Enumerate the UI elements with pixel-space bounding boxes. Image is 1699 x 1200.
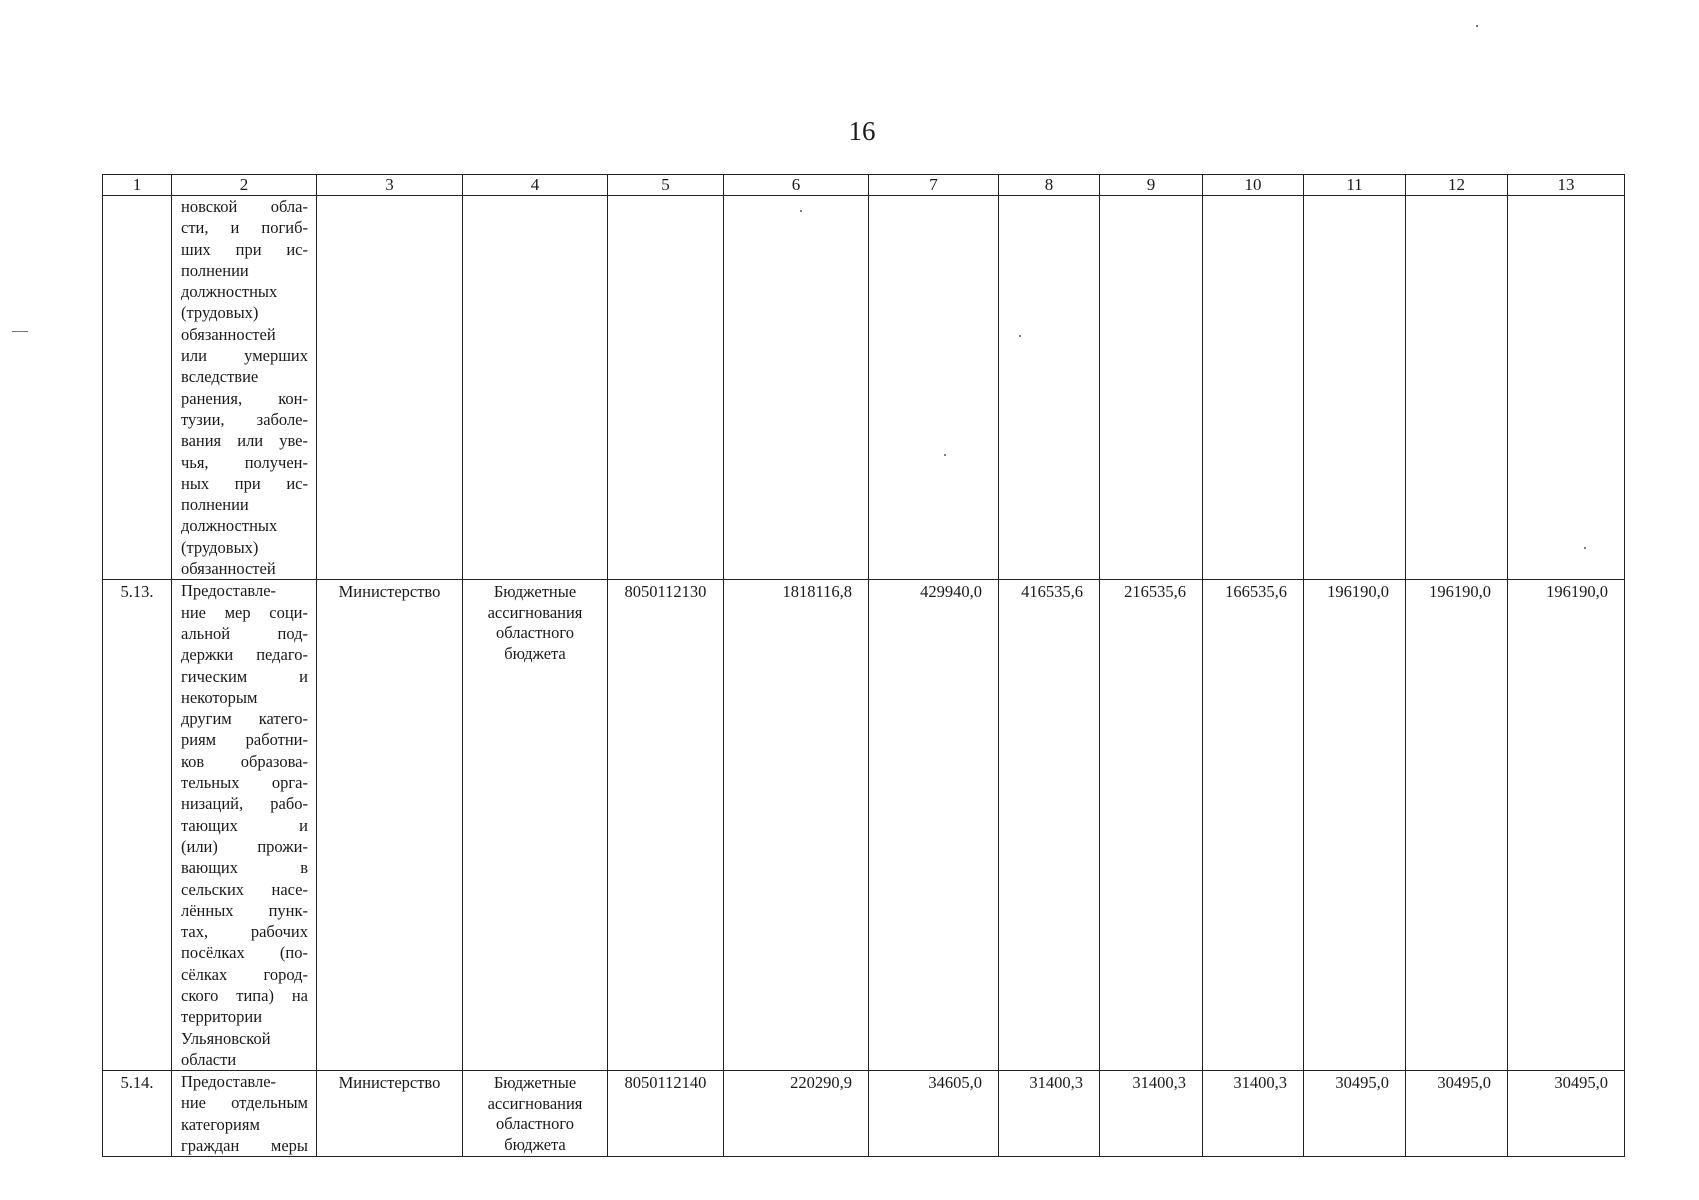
scan-speck (1476, 25, 1478, 27)
column-number: 2 (172, 175, 317, 196)
amount-year: 30495,0 (1304, 1071, 1406, 1157)
name-line: чья, получен- (181, 452, 308, 472)
name-line: ных при ис- (181, 473, 308, 493)
name-line: области (181, 1049, 237, 1069)
funding-source-line: областного (495, 623, 574, 643)
funding-source-line: ассигнования (487, 1093, 583, 1113)
amount-year: 196190,0 (1508, 580, 1625, 1071)
column-number: 5 (608, 175, 724, 196)
amount-year: 31400,3 (999, 1071, 1100, 1157)
column-number: 6 (724, 175, 869, 196)
name-line: ков образова- (181, 751, 308, 771)
name-line: некоторым (181, 687, 258, 707)
column-number-row (103, 175, 1625, 196)
funding-source-cell (463, 580, 608, 1071)
amount-year: 30495,0 (1406, 1071, 1508, 1157)
column-number: 9 (1100, 175, 1203, 196)
name-line: низаций, рабо- (181, 794, 308, 814)
name-line: вследствие (181, 367, 259, 387)
funding-source-cell (463, 196, 608, 580)
funding-source-line: Бюджетные (493, 582, 577, 602)
margin-mark (12, 331, 28, 332)
name-line: сельских насе- (181, 879, 308, 899)
amount-year (1100, 196, 1203, 580)
amount-total (724, 196, 869, 580)
amount-year (1406, 196, 1508, 580)
name-line: вающих в (181, 858, 308, 878)
executor-cell (317, 196, 463, 580)
name-line: ние отдельным (181, 1093, 308, 1113)
name-line: Предоставле- (181, 1072, 277, 1092)
table-row (103, 580, 1625, 1071)
amount-year: 429940,0 (869, 580, 999, 1071)
budget-code (608, 196, 724, 580)
funding-source-line: бюджета (504, 643, 566, 663)
funding-source-line: бюджета (504, 1134, 566, 1154)
name-line: ского типа) на (181, 985, 308, 1005)
name-line: полнении (181, 260, 249, 280)
name-line: должностных (181, 516, 278, 536)
amount-year: 34605,0 (869, 1071, 999, 1157)
amount-year (1508, 196, 1625, 580)
name-line: (или) прожи- (181, 836, 308, 856)
amount-year: 196190,0 (1304, 580, 1406, 1071)
amount-year: 416535,6 (999, 580, 1100, 1071)
amount-year (999, 196, 1100, 580)
funding-source-line: Бюджетные (493, 1073, 577, 1093)
name-line: (трудовых) (181, 537, 259, 557)
table-row (103, 1071, 1625, 1157)
name-line: обязанностей (181, 324, 276, 344)
name-line: обязанностей (181, 559, 276, 579)
amount-total: 1818116,8 (724, 580, 869, 1071)
name-line: граждан меры (181, 1136, 308, 1156)
name-line: (трудовых) (181, 303, 259, 323)
amount-year: 166535,6 (1203, 580, 1304, 1071)
amount-year: 216535,6 (1100, 580, 1203, 1071)
amount-year: 196190,0 (1406, 580, 1508, 1071)
funding-source-cell (463, 1071, 608, 1157)
name-line: гическим и (181, 666, 308, 686)
name-line: ранения, кон- (181, 388, 308, 408)
name-line: категориям (181, 1114, 260, 1134)
name-line: должностных (181, 282, 278, 302)
column-number: 13 (1508, 175, 1625, 196)
amount-year (1304, 196, 1406, 580)
measure-name (172, 196, 317, 580)
budget-table (102, 174, 1625, 1157)
row-number (103, 196, 172, 580)
name-line: ние мер соци- (181, 602, 308, 622)
column-number: 3 (317, 175, 463, 196)
amount-year: 31400,3 (1100, 1071, 1203, 1157)
name-line: держки педаго- (181, 645, 308, 665)
name-line: тах, рабочих (181, 922, 308, 942)
column-number: 7 (869, 175, 999, 196)
name-line: территории (181, 1007, 263, 1027)
column-number: 11 (1304, 175, 1406, 196)
row-number: 5.13. (103, 580, 172, 1071)
name-line: тающих и (181, 815, 308, 835)
name-line: или умерших (181, 346, 308, 366)
row-number: 5.14. (103, 1071, 172, 1157)
name-line: лённых пунк- (181, 900, 308, 920)
column-number: 12 (1406, 175, 1508, 196)
name-line: тельных орга- (181, 773, 308, 793)
name-line: другим катего- (181, 709, 308, 729)
executor-cell: Министерство (317, 1071, 463, 1157)
amount-year (1203, 196, 1304, 580)
name-line: сёлках город- (181, 964, 308, 984)
amount-year (869, 196, 999, 580)
measure-name (172, 580, 317, 1071)
column-number: 10 (1203, 175, 1304, 196)
budget-code: 8050112130 (608, 580, 724, 1071)
name-line: альной под- (181, 623, 308, 643)
table-row (103, 196, 1625, 580)
name-line: сти, и погиб- (181, 218, 308, 238)
amount-year: 30495,0 (1508, 1071, 1625, 1157)
name-line: тузии, заболе- (181, 409, 308, 429)
name-line: новской обла- (181, 197, 308, 216)
funding-source-line: областного (495, 1114, 574, 1134)
name-line: полнении (181, 495, 249, 515)
column-number: 1 (103, 175, 172, 196)
measure-name (172, 1071, 317, 1157)
name-line: риям работни- (181, 730, 308, 750)
amount-year: 31400,3 (1203, 1071, 1304, 1157)
executor-cell: Министерство (317, 580, 463, 1071)
name-line: вания или уве- (181, 431, 308, 451)
name-line: посёлках (по- (181, 943, 308, 963)
name-line: ших при ис- (181, 239, 308, 259)
name-line: Предоставле- (181, 581, 277, 601)
amount-total: 220290,9 (724, 1071, 869, 1157)
page-number: 16 (848, 116, 876, 146)
budget-code: 8050112140 (608, 1071, 724, 1157)
funding-source-line: ассигнования (487, 602, 583, 622)
name-line: Ульяновской (181, 1028, 271, 1048)
column-number: 4 (463, 175, 608, 196)
column-number: 8 (999, 175, 1100, 196)
